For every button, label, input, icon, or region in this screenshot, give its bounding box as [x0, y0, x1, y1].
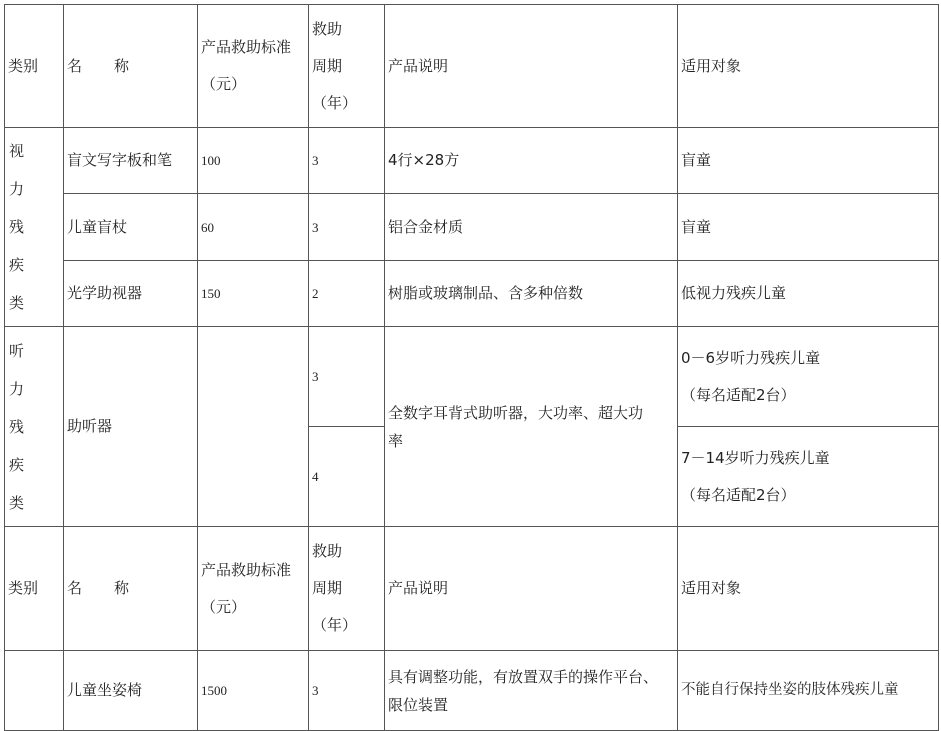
cell-name: 儿童盲杖 [64, 194, 198, 261]
header-period-line2: 周期 [312, 56, 343, 75]
header-period-line1: 救助 [312, 19, 343, 38]
cell-target: 盲童 [678, 128, 939, 194]
cell-period: 3 [309, 327, 385, 427]
cell-standard: 150 [198, 261, 309, 327]
cell-period: 4 [309, 427, 385, 527]
header-standard [198, 527, 309, 651]
header-period [309, 5, 385, 128]
assistive-devices-table [4, 4, 939, 731]
cell-standard: 100 [198, 128, 309, 194]
table-row [5, 261, 939, 327]
category-visual: 视 力 残 疾 类 [5, 128, 64, 327]
cell-description: 铝合金材质 [385, 194, 678, 261]
header-period-line3: （年） [312, 616, 358, 634]
cell-name: 儿童坐姿椅 [64, 651, 198, 731]
header-name-char-2: 称 [114, 579, 130, 597]
cell-period: 3 [309, 128, 385, 194]
cell-target: 低视力残疾儿童 [678, 261, 939, 327]
header-target: 适用对象 [678, 5, 939, 128]
header-name [64, 527, 198, 651]
header-standard-line2: （元） [201, 75, 247, 93]
header-standard [198, 5, 309, 128]
table-header-row [5, 5, 939, 128]
header-category: 类别 [5, 527, 64, 651]
table-row [5, 327, 939, 427]
cell-description: 4行×28方 [385, 128, 678, 194]
header-name-char-1: 名 [67, 579, 83, 597]
header-category: 类别 [5, 5, 64, 128]
header-period-line3: （年） [312, 93, 358, 112]
header-period [309, 527, 385, 651]
cell-target: 不能自行保持坐姿的肢体残疾儿童 [678, 651, 939, 731]
cell-name: 盲文写字板和笔 [64, 128, 198, 194]
table-row [5, 128, 939, 194]
cell-description: 树脂或玻璃制品、含多种倍数 [385, 261, 678, 327]
category-physical [5, 651, 64, 731]
header-name-char-1: 名 [67, 56, 83, 75]
cell-standard: 1500 [198, 651, 309, 731]
cell-description: 全数字耳背式助听器，大功率、超大功 率 [385, 327, 678, 527]
cell-target: 盲童 [678, 194, 939, 261]
cell-standard [198, 327, 309, 527]
header-period-line2: 周期 [312, 579, 343, 597]
header-name-char-2: 称 [114, 56, 130, 75]
header-target: 适用对象 [678, 527, 939, 651]
header-standard-line2: （元） [201, 597, 247, 616]
cell-period: 3 [309, 651, 385, 731]
table-header-row [5, 527, 939, 651]
header-standard-line1: 产品救助标准 [201, 38, 292, 56]
cell-target: 7－14岁听力残疾儿童 （每名适配2台） [678, 427, 939, 527]
header-period-line1: 救助 [312, 542, 343, 560]
cell-period: 3 [309, 194, 385, 261]
header-description: 产品说明 [385, 527, 678, 651]
cell-name: 助听器 [64, 327, 198, 527]
cell-period: 2 [309, 261, 385, 327]
header-description: 产品说明 [385, 5, 678, 128]
cell-name: 光学助视器 [64, 261, 198, 327]
table-row [5, 651, 939, 731]
header-standard-line1: 产品救助标准 [201, 560, 292, 579]
cell-description: 具有调整功能，有放置双手的操作平台、 限位装置 [385, 651, 678, 731]
cell-standard: 60 [198, 194, 309, 261]
table-row [5, 194, 939, 261]
header-name [64, 5, 198, 128]
cell-target: 0－6岁听力残疾儿童 （每名适配2台） [678, 327, 939, 427]
category-hearing: 听 力 残 疾 类 [5, 327, 64, 527]
